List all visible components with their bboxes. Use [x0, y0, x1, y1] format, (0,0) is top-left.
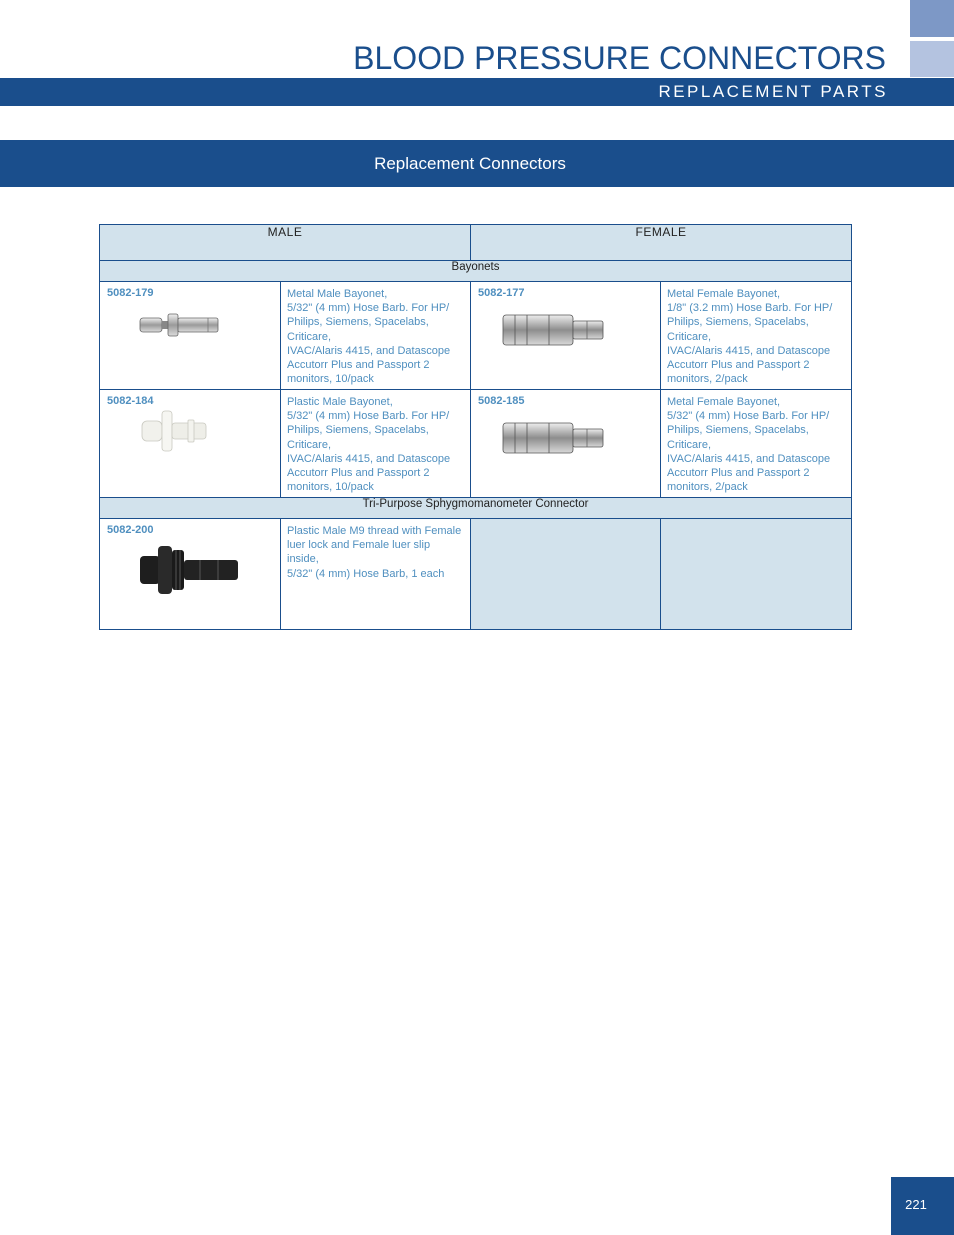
parts-table [99, 224, 852, 630]
sku-label: 5082-177 [478, 287, 525, 299]
product-description: Plastic Male M9 thread with Female luer lock and Female luer slip inside, 5/32" (4 mm) Hose Barb, 1 each [287, 525, 462, 580]
empty-cell [661, 519, 852, 630]
corner-tab-dark [910, 0, 954, 37]
product-cell [100, 282, 281, 390]
sku-label: 5082-200 [107, 524, 154, 536]
section-title: Replacement Connectors [374, 154, 566, 173]
sku-label: 5082-185 [478, 395, 525, 407]
empty-cell [471, 519, 661, 630]
column-header-female: FEMALE [471, 225, 852, 261]
description-cell [281, 282, 471, 390]
group-label-bayonets: Bayonets [100, 261, 852, 282]
plastic-male-bayonet-image [138, 407, 280, 460]
metal-male-bayonet-image [130, 305, 280, 350]
description-cell [661, 282, 852, 390]
metal-female-bayonet-image [499, 413, 660, 468]
product-cell [471, 282, 661, 390]
column-header-male: MALE [100, 225, 471, 261]
product-cell [471, 390, 661, 498]
sku-label: 5082-184 [107, 395, 154, 407]
table-row [100, 282, 852, 390]
product-description: Plastic Male Bayonet, 5/32" (4 mm) Hose Barb. For HP/ Philips, Siemens, Spacelabs, Criticare, IVAC/Alaris 4415, and Datascope Accutorr Plus and Passport 2 monitors, 10/pack [287, 396, 451, 494]
page-subtitle: REPLACEMENT PARTS [658, 82, 888, 101]
product-description: Metal Female Bayonet, 5/32" (4 mm) Hose Barb. For HP/ Philips, Siemens, Spacelabs, Criticare, IVAC/Alaris 4415, and Datascope Accutorr Plus and Passport 2 monitors, 2/pack [667, 396, 831, 494]
product-description: Metal Male Bayonet, 5/32" (4 mm) Hose Barb. For HP/ Philips, Siemens, Spacelabs, Criticare, IVAC/Alaris 4415, and Datascope Accutorr Plus and Passport 2 monitors, 10/pack [287, 288, 451, 386]
plastic-m9-connector-image [138, 542, 280, 603]
corner-tab-light [910, 41, 954, 77]
metal-female-bayonet-image [499, 305, 660, 360]
table-header-row [100, 225, 852, 261]
table-row [100, 519, 852, 630]
group-row [100, 498, 852, 519]
description-cell [661, 390, 852, 498]
page-title: BLOOD PRESSURE CONNECTORS [353, 40, 886, 76]
group-row [100, 261, 852, 282]
description-cell [281, 519, 471, 630]
product-description: Metal Female Bayonet, 1/8" (3.2 mm) Hose Barb. For HP/ Philips, Siemens, Spacelabs, Criticare, IVAC/Alaris 4415, and Datascope Accutorr Plus and Passport 2 monitors, 2/pack [667, 288, 833, 386]
product-cell [100, 519, 281, 630]
page-number: 221 [905, 1197, 927, 1212]
group-label-tri-purpose: Tri-Purpose Sphygmomanometer Connector [100, 498, 852, 519]
subtitle-bar [0, 78, 954, 106]
table-row [100, 390, 852, 498]
sku-label: 5082-179 [107, 287, 154, 299]
product-cell [100, 390, 281, 498]
page-number-box [891, 1177, 954, 1235]
description-cell [281, 390, 471, 498]
section-bar [0, 140, 954, 187]
